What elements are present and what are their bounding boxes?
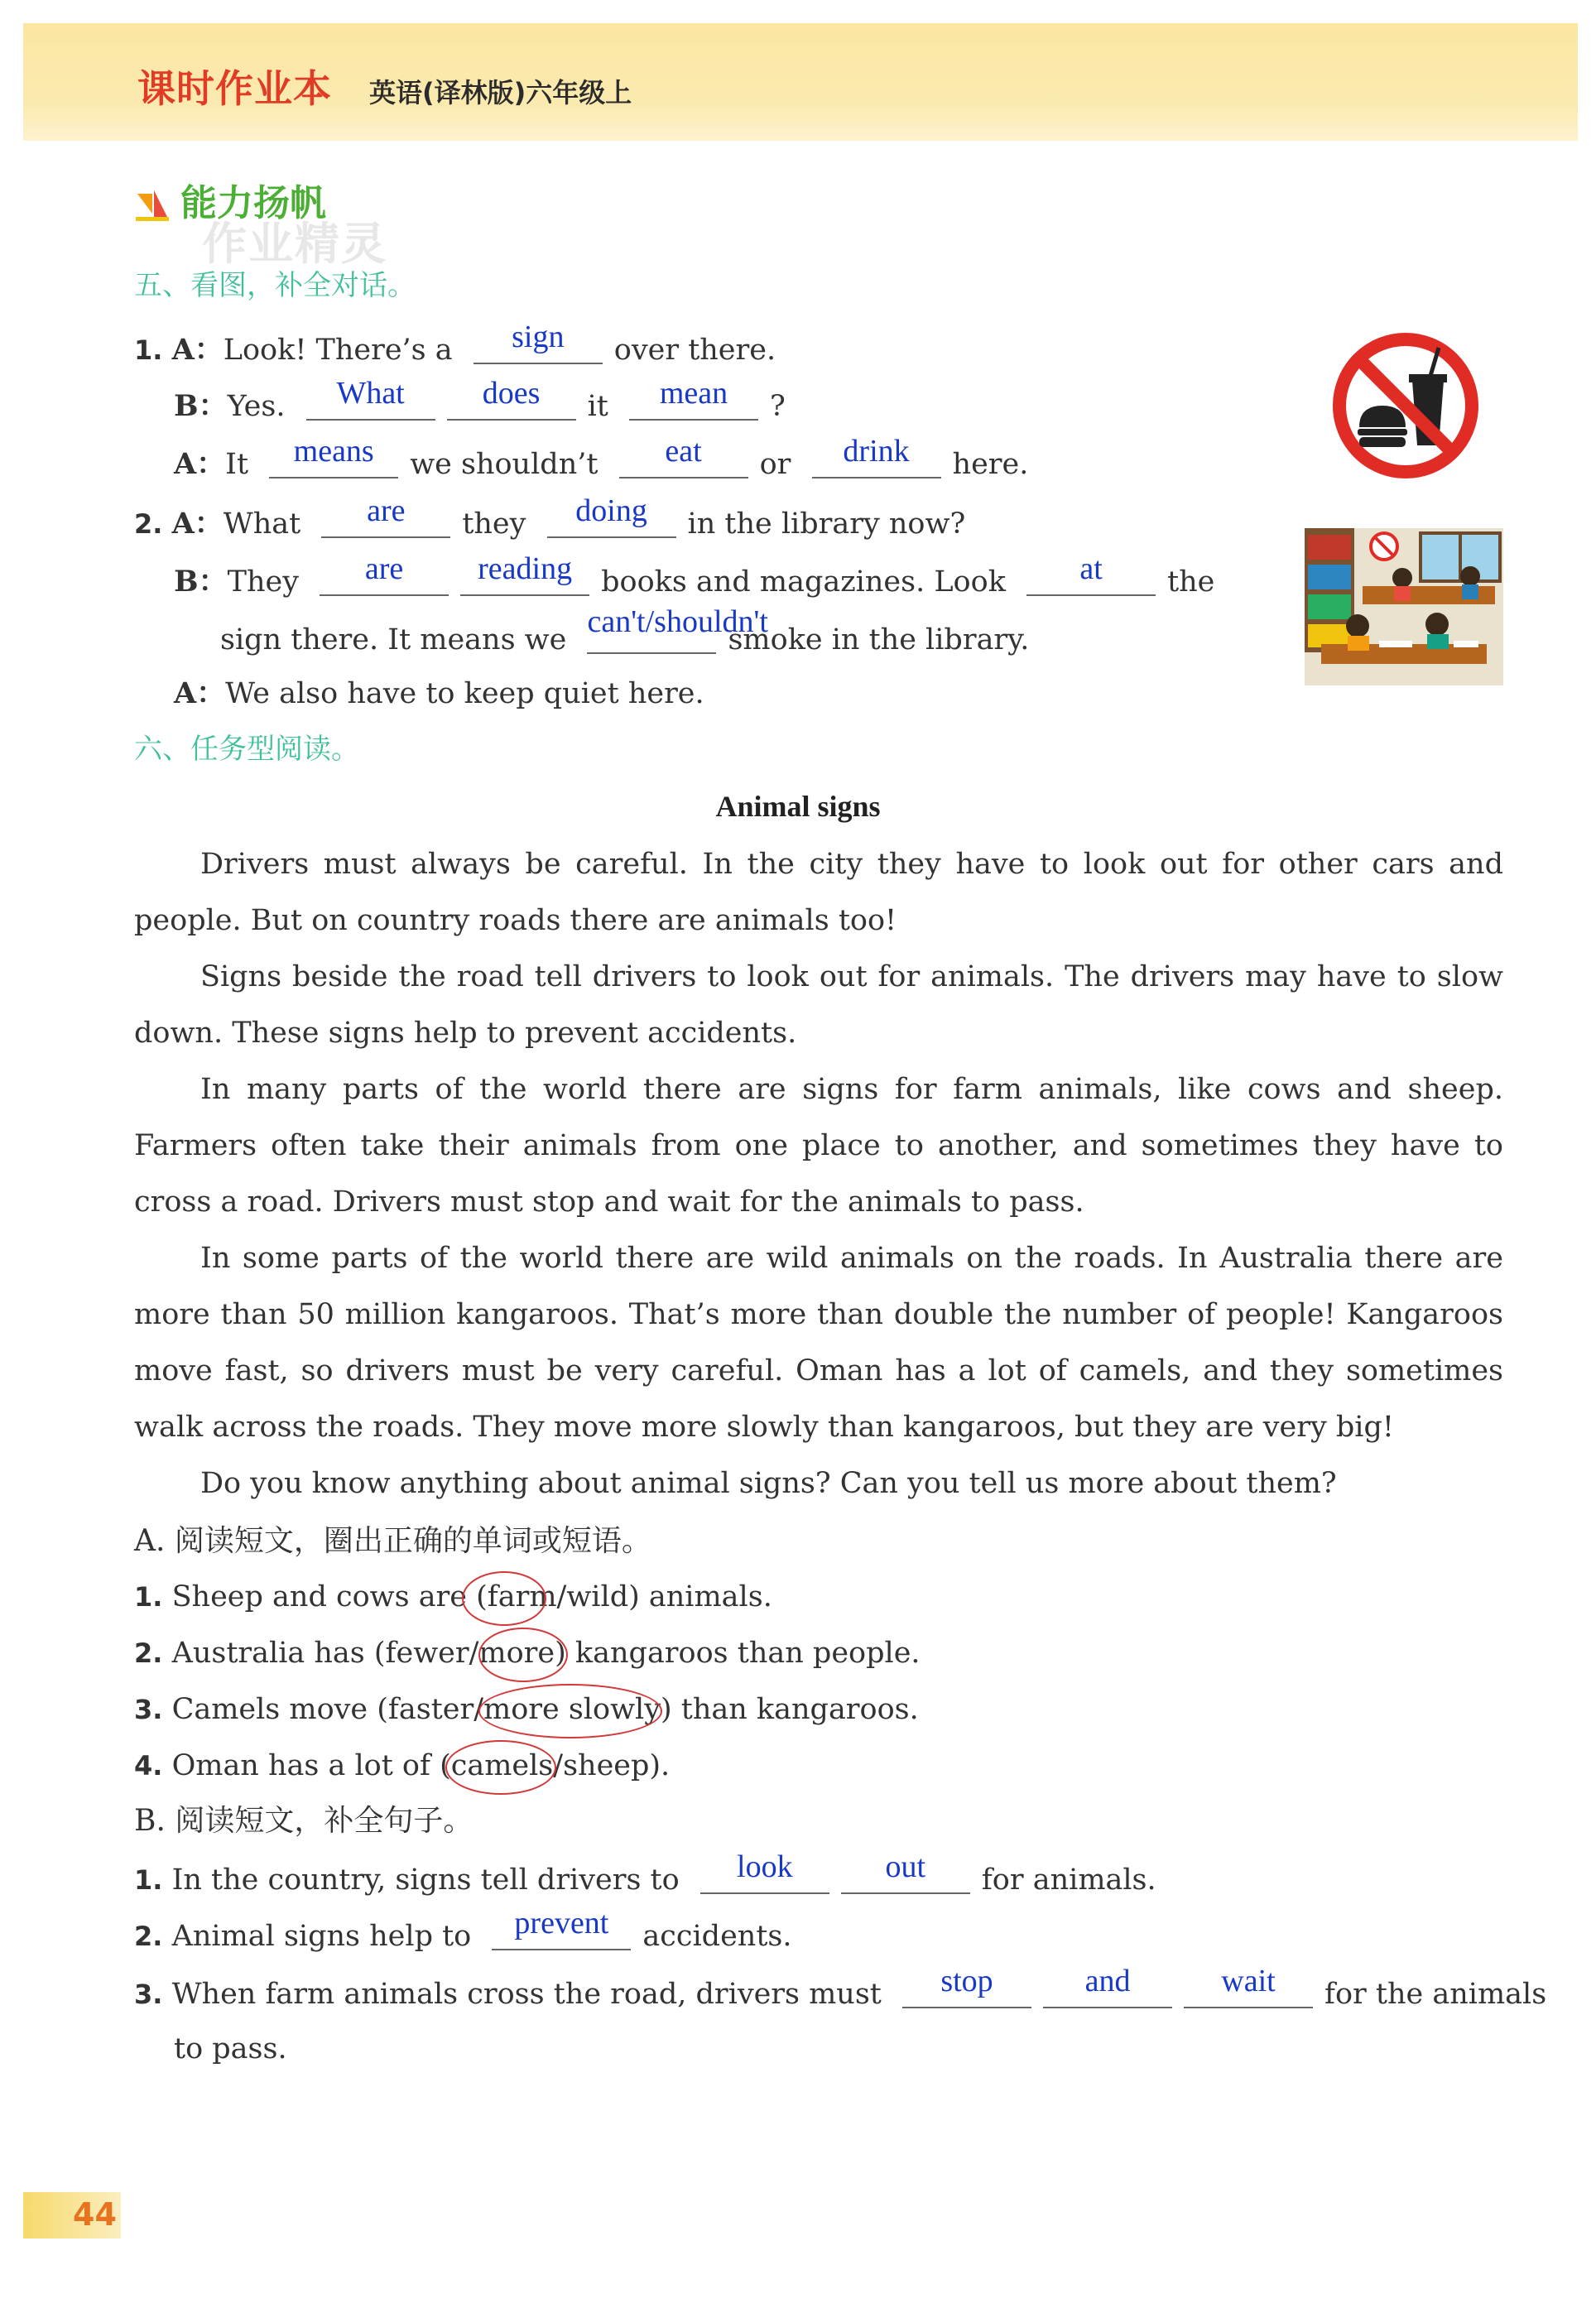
item-text: / bbox=[556, 1580, 567, 1613]
answer-blank bbox=[269, 434, 398, 478]
q2-line2 bbox=[174, 551, 1215, 599]
answer-blank bbox=[320, 551, 449, 596]
option-sheep: sheep bbox=[563, 1749, 650, 1782]
answer-text: drink bbox=[843, 434, 910, 469]
item-text: When farm animals cross the road, drivers must bbox=[171, 1978, 882, 2011]
answer-text: are bbox=[364, 551, 404, 586]
item-number: 2. bbox=[134, 1637, 163, 1669]
dialogue-text: What bbox=[223, 507, 301, 541]
answer-text: stop bbox=[940, 1964, 993, 1998]
option-fewer: fewer bbox=[385, 1637, 469, 1670]
option-more-slowly: more slowly bbox=[483, 1693, 661, 1726]
item-text: for animals. bbox=[981, 1863, 1156, 1897]
answer-blank bbox=[1184, 1964, 1313, 2008]
answer-blank bbox=[321, 493, 450, 538]
answer-text: prevent bbox=[514, 1906, 609, 1940]
answer-blank bbox=[841, 1849, 970, 1894]
item-text: Oman has a lot of ( bbox=[171, 1749, 451, 1782]
answer-blank bbox=[460, 551, 589, 596]
dialogue-text: Look! There’s a bbox=[223, 334, 453, 367]
answer-text: and bbox=[1084, 1964, 1131, 1998]
partA-item-4 bbox=[134, 1749, 671, 1782]
answer-blank bbox=[902, 1964, 1031, 2008]
dialogue-text: Yes. bbox=[227, 390, 286, 423]
answer-text: reading bbox=[478, 551, 573, 586]
answer-text: at bbox=[1079, 551, 1103, 586]
item-text: ) animals. bbox=[628, 1580, 772, 1613]
answer-text: sign bbox=[512, 320, 565, 354]
q2-number: 2. bbox=[134, 508, 163, 540]
item-text: for the animals bbox=[1324, 1978, 1547, 2011]
option-wild: wild bbox=[566, 1580, 629, 1613]
answer-text: are bbox=[367, 493, 406, 528]
answer-blank bbox=[474, 320, 603, 364]
item-text: ) than kangaroos. bbox=[661, 1693, 919, 1726]
option-camels: camels bbox=[450, 1749, 554, 1782]
answer-text: What bbox=[336, 376, 405, 411]
dialogue-text: smoke in the library. bbox=[728, 623, 1030, 656]
answer-text: does bbox=[482, 376, 541, 411]
dialogue-text: here. bbox=[952, 448, 1029, 481]
option-farm: farm bbox=[487, 1580, 557, 1613]
passage-paragraph-5: Do you know anything about animal signs? Can you tell us more about them? bbox=[200, 1467, 1337, 1500]
answer-circle bbox=[478, 1684, 662, 1738]
answer-blank bbox=[812, 434, 941, 478]
speaker-label: A： bbox=[171, 333, 224, 367]
book-brand: 课时作业本 bbox=[137, 66, 332, 111]
speaker-label: B： bbox=[174, 389, 228, 423]
partB-q2 bbox=[134, 1906, 792, 1953]
item-text: Camels move ( bbox=[171, 1693, 388, 1726]
answer-text: out bbox=[885, 1849, 926, 1884]
q2-line1 bbox=[134, 493, 966, 541]
speaker-label: A： bbox=[174, 447, 226, 481]
answer-blank bbox=[547, 493, 676, 538]
partA-item-1 bbox=[134, 1580, 772, 1613]
item-number: 3. bbox=[134, 1694, 163, 1725]
library-illustration bbox=[1305, 528, 1503, 685]
dialogue-text: or bbox=[759, 448, 791, 481]
dialogue-text: ? bbox=[770, 390, 786, 423]
item-text: In the country, signs tell drivers to bbox=[171, 1863, 680, 1897]
partB-q3-cont: to pass. bbox=[174, 2032, 287, 2065]
passage-title: Animal signs bbox=[715, 790, 881, 823]
partB-q1 bbox=[134, 1849, 1156, 1897]
item-text: / bbox=[474, 1693, 484, 1726]
answer-text: can't/shouldn't bbox=[587, 604, 768, 639]
dialogue-text: We also have to keep quiet here. bbox=[225, 677, 704, 710]
item-text: Australia has ( bbox=[171, 1637, 386, 1670]
item-number: 2. bbox=[134, 1921, 163, 1952]
option-faster: faster bbox=[387, 1693, 474, 1726]
item-text: Sheep and cows are ( bbox=[171, 1580, 488, 1613]
passage-paragraph-2: Signs beside the road tell drivers to look out for animals. The drivers may have to slow down. These signs help to prevent accidents. bbox=[134, 960, 1503, 1050]
dialogue-text: we shouldn’t bbox=[410, 448, 598, 481]
item-number: 3. bbox=[134, 1979, 163, 2010]
sail-icon bbox=[134, 187, 171, 224]
answer-text: means bbox=[293, 434, 374, 469]
partB-heading: B. 阅读短文，补全句子。 bbox=[134, 1804, 474, 1838]
no-food-drink-sign bbox=[1329, 329, 1482, 482]
speaker-label: A： bbox=[174, 676, 226, 710]
answer-blank bbox=[1026, 551, 1156, 596]
answer-blank bbox=[619, 434, 748, 478]
dialogue-text: over there. bbox=[613, 334, 776, 367]
answer-text: look bbox=[737, 1849, 793, 1884]
option-more: more bbox=[478, 1637, 555, 1670]
q1-line2 bbox=[174, 376, 786, 423]
dialogue-text: They bbox=[227, 565, 299, 599]
answer-blank bbox=[492, 1906, 631, 1950]
dialogue-text: it bbox=[587, 390, 608, 423]
q1-line3 bbox=[174, 434, 1029, 481]
q1-line1 bbox=[134, 320, 776, 367]
watermark: 作业精灵 bbox=[202, 218, 387, 270]
book-subject: 英语(译林版)六年级上 bbox=[369, 77, 632, 108]
answer-blank bbox=[1043, 1964, 1172, 2008]
partB-q3 bbox=[134, 1964, 1547, 2011]
answer-circle bbox=[445, 1740, 556, 1795]
answer-blank bbox=[447, 376, 576, 421]
answer-blank bbox=[629, 376, 758, 421]
item-text: / bbox=[469, 1637, 479, 1670]
answer-text: eat bbox=[665, 434, 702, 469]
item-text: ). bbox=[649, 1749, 671, 1782]
passage-paragraph-1: Drivers must always be careful. In the city they have to look out for other cars and people. But on country roads there are animals too! bbox=[134, 848, 1503, 937]
speaker-label: A： bbox=[171, 507, 224, 541]
passage-paragraph-4: In some parts of the world there are wild animals on the roads. In Australia there are more than 50 million kangaroos. That’s more than double the number of people! Kangaroos move fast, so drivers must be very careful. Oman has a lot of camels, and they sometimes walk across the roads. They move more slowly than kangaroos, but they are very big! bbox=[134, 1242, 1503, 1444]
answer-text: mean bbox=[659, 376, 728, 411]
answer-blank bbox=[306, 376, 435, 421]
item-number: 4. bbox=[134, 1750, 163, 1782]
answer-circle bbox=[462, 1571, 546, 1626]
passage-paragraph-3: In many parts of the world there are signs for farm animals, like cows and sheep. Farmers often take their animals from one place to another, and sometimes they have to cross a road. Drivers must stop and wait for the animals to pass. bbox=[134, 1073, 1503, 1219]
dialogue-text: they bbox=[462, 507, 526, 541]
dialogue-text: the bbox=[1167, 565, 1215, 599]
q2-line3 bbox=[220, 604, 1030, 656]
item-text: accidents. bbox=[642, 1920, 792, 1953]
section-title: 能力扬帆 bbox=[180, 182, 326, 224]
dialogue-text: sign there. It means we bbox=[220, 623, 567, 656]
part6-heading: 六、任务型阅读。 bbox=[134, 733, 359, 766]
item-text: ) kangaroos than people. bbox=[555, 1637, 921, 1670]
item-number: 1. bbox=[134, 1581, 163, 1613]
item-number: 1. bbox=[134, 1864, 163, 1896]
answer-text: doing bbox=[575, 493, 647, 528]
speaker-label: B： bbox=[174, 565, 228, 599]
q1-number: 1. bbox=[134, 334, 163, 366]
dialogue-text: It bbox=[225, 448, 249, 481]
item-text: Animal signs help to bbox=[171, 1920, 472, 1953]
item-text: / bbox=[553, 1749, 564, 1782]
dialogue-text: in the library now? bbox=[687, 507, 966, 541]
answer-circle bbox=[478, 1628, 568, 1682]
part5-heading: 五、看图，补全对话。 bbox=[134, 269, 416, 302]
answer-text: wait bbox=[1221, 1964, 1276, 1998]
page-number: 44 bbox=[73, 2196, 117, 2233]
q2-line4 bbox=[174, 676, 704, 710]
answer-blank bbox=[587, 604, 768, 654]
dialogue-text: books and magazines. Look bbox=[601, 565, 1006, 599]
partA-heading: A. 阅读短文，圈出正确的单词或短语。 bbox=[134, 1524, 651, 1558]
answer-blank bbox=[700, 1849, 829, 1894]
